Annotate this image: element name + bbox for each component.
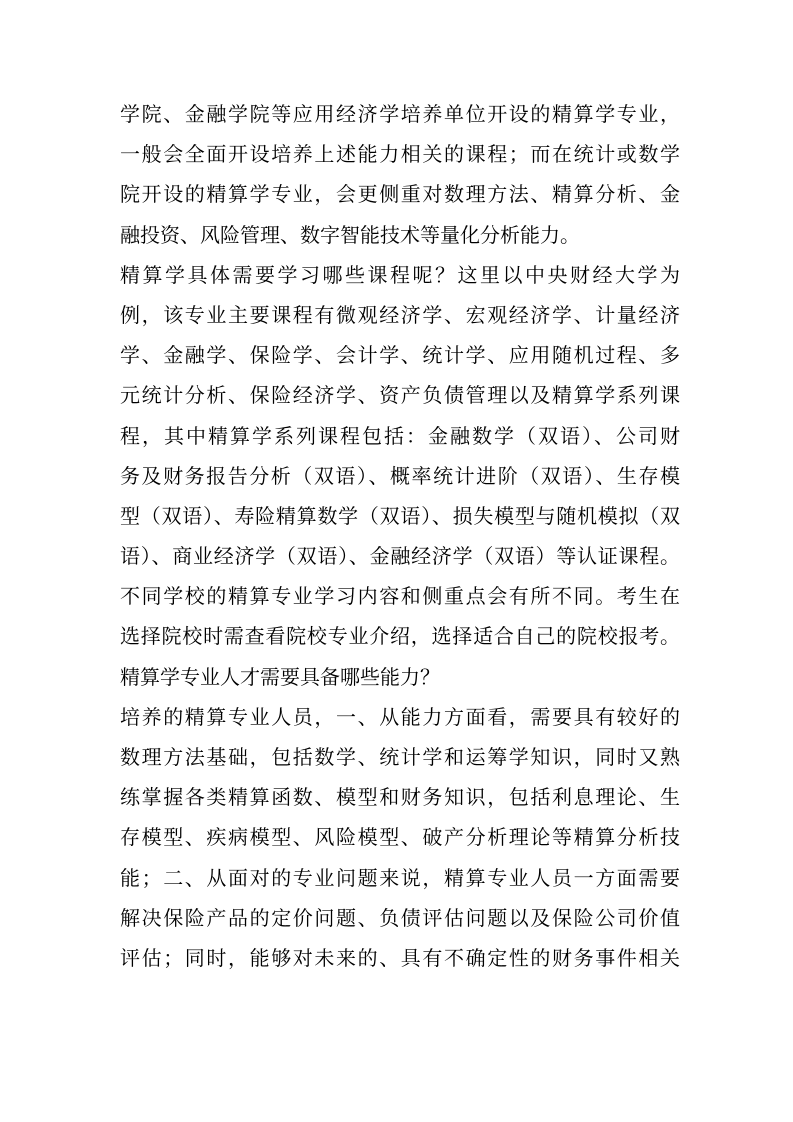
text-line: 存模型、疾病模型、风险模型、破产分析理论等精算分析技 <box>120 825 680 850</box>
text-line: 程，其中精算学系列课程包括：金融数学（双语）、公司财 <box>120 423 680 448</box>
text-line: 务及财务报告分析（双语）、概率统计进阶（双语）、生存模 <box>120 463 680 488</box>
text-line: 选择院校时需查看院校专业介绍，选择适合自己的院校报考。 <box>120 624 680 649</box>
text-line: 语）、商业经济学（双语）、金融经济学（双语）等认证课程。 <box>120 544 680 569</box>
body-text <box>120 94 680 978</box>
text-line: 院开设的精算学专业，会更侧重对数理方法、精算分析、金 <box>120 182 680 207</box>
section-question: 精算学专业人才需要具备哪些能力？ <box>120 664 440 689</box>
text-line: 学院、金融学院等应用经济学培养单位开设的精算学专业， <box>120 102 680 126</box>
text-line: 一般会全面开设培养上述能力相关的课程；而在统计或数学 <box>120 142 680 167</box>
text-line: 培养的精算专业人员，一、从能力方面看，需要具有较好的 <box>120 704 680 729</box>
text-line: 型（双语）、寿险精算数学（双语）、损失模型与随机模拟（双 <box>120 503 680 528</box>
text-line: 数理方法基础，包括数学、统计学和运筹学知识，同时又熟 <box>120 745 680 769</box>
text-line: 融投资、风险管理、数字智能技术等量化分析能力。 <box>120 222 580 247</box>
text-line: 精算学具体需要学习哪些课程呢？这里以中央财经大学为 <box>120 262 680 287</box>
text-line: 学、金融学、保险学、会计学、统计学、应用随机过程、多 <box>120 343 680 368</box>
text-line: 元统计分析、保险经济学、资产负债管理以及精算学系列课 <box>120 383 680 408</box>
text-line: 练掌握各类精算函数、模型和财务知识，包括利息理论、生 <box>120 785 680 810</box>
text-line: 能；二、从面对的专业问题来说，精算专业人员一方面需要 <box>120 865 680 890</box>
text-line: 解决保险产品的定价问题、负债评估问题以及保险公司价值 <box>120 905 680 930</box>
text-line: 评估；同时，能够对未来的、具有不确定性的财务事件相关 <box>120 945 680 970</box>
text-line: 不同学校的精算专业学习内容和侧重点会有所不同。考生在 <box>120 584 680 609</box>
text-line: 例，该专业主要课程有微观经济学、宏观经济学、计量经济 <box>120 302 680 327</box>
